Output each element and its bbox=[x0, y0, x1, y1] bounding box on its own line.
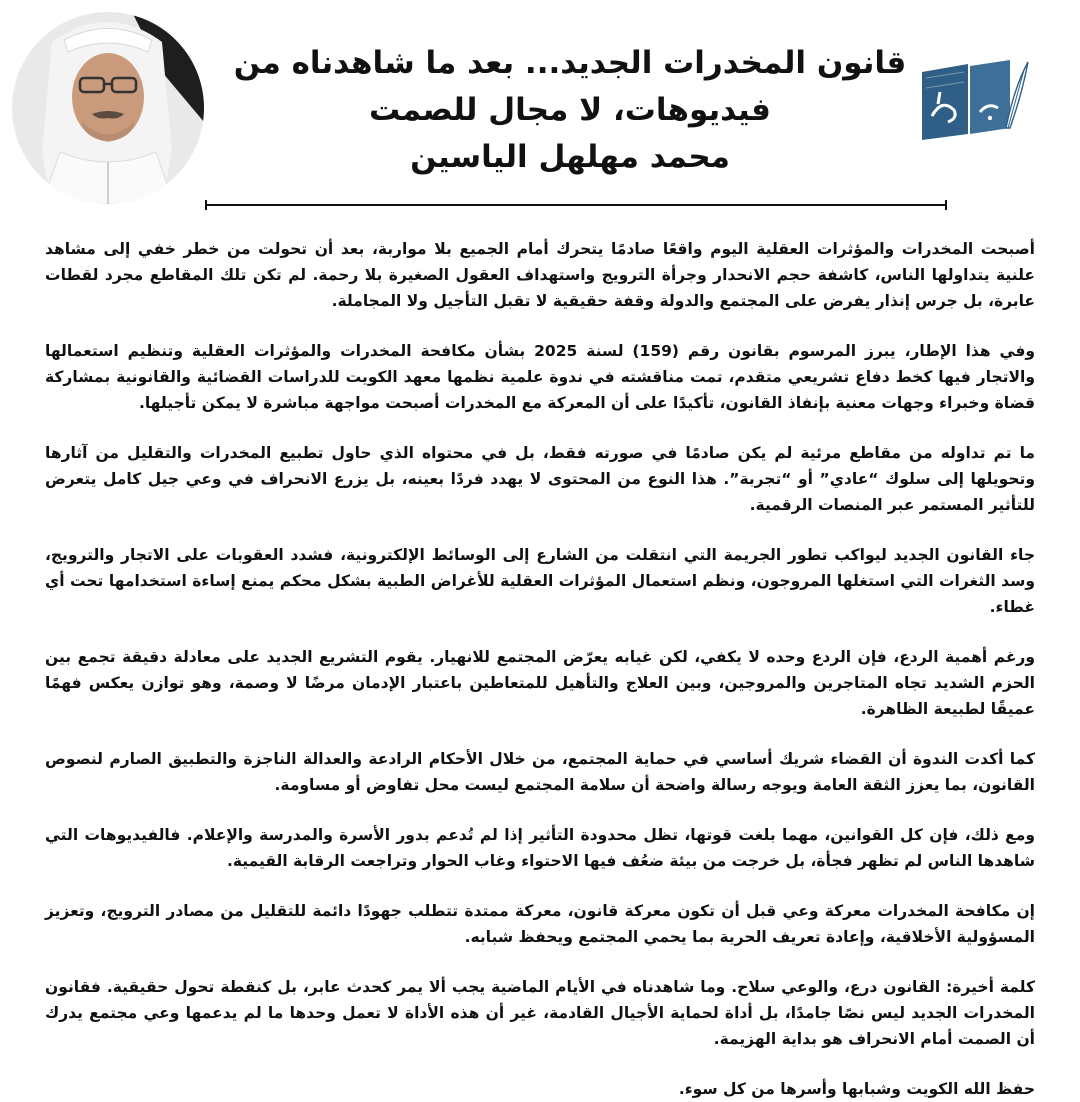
author-name: محمد مهلهل الياسين bbox=[410, 139, 730, 175]
article-paragraph: ومع ذلك، فإن كل القوانين، مهما بلغت قوتها، تظل محدودة التأثير إذا لم تُدعم بدور الأسرة والمدرسة والإعلام. فالفيديوهات التي شاهدها الناس لم تظهر فجأة، بل خرجت من بيئة ضعُف فيها الاحتواء وغاب الحوار وتراجعت الرقابة القيمية. bbox=[45, 826, 1035, 870]
book-quill-logo-icon bbox=[918, 58, 1030, 142]
article-paragraph: إن مكافحة المخدرات معركة وعي قبل أن تكون معركة قانون، معركة ممتدة تتطلب جهودًا دائمة للتقليل من مصادر الترويج، وتعزيز المسؤولية الأخلاقية، وإعادة تعريف الحرية بما يحمي المجتمع ويحفظ شبابه. bbox=[45, 902, 1035, 946]
dar-alhikma-logo bbox=[918, 58, 1030, 142]
author-portrait-icon bbox=[12, 12, 204, 204]
title-divider bbox=[205, 200, 947, 210]
title-line-2: فيديوهات، لا مجال للصمت bbox=[369, 92, 771, 128]
article-title bbox=[220, 40, 920, 181]
article-paragraph: أصبحت المخدرات والمؤثرات العقلية اليوم واقعًا صادمًا يتحرك أمام الجميع بلا مواربة، بعد أن تحولت من خطر خفي إلى مشاهد علنية يتداولها الناس، كاشفة حجم الانحدار وجرأة الترويج واستهداف العقول الصغيرة بلا رحمة. لم تكن تلك المقاطع مجرد لقطات عابرة، بل جرس إنذار يفرض على المجتمع والدولة وقفة حقيقية لا تقبل التأجيل ولا المجاملة. bbox=[45, 240, 1035, 310]
article-body bbox=[45, 236, 1035, 1102]
article-paragraph: كما أكدت الندوة أن القضاء شريك أساسي في حماية المجتمع، من خلال الأحكام الرادعة والعدالة الناجزة والتطبيق الصارم لنصوص القانون، بما يعزز الثقة العامة ويوجه رسالة واضحة أن سلامة المجتمع ليست محل تفاوض أو مساومة. bbox=[45, 750, 1035, 794]
article-paragraph: وفي هذا الإطار، يبرز المرسوم بقانون رقم (159) لسنة 2025 بشأن مكافحة المخدرات والمؤثرات العقلية وتنظيم استعمالها والاتجار فيها كخط دفاع تشريعي متقدم، تمت مناقشته في ندوة علمية نظمها معهد الكويت للدراسات القضائية والقانونية بمشاركة قضاة وخبراء وجهات معنية بإنفاذ القانون، تأكيدًا على أن المعركة مع المخدرات أصبحت مواجهة مباشرة لا يمكن تأجيلها. bbox=[45, 342, 1035, 412]
author-photo bbox=[12, 12, 204, 204]
article-paragraph: ورغم أهمية الردع، فإن الردع وحده لا يكفي، لكن غيابه يعرّض المجتمع للانهيار. يقوم التشريع الجديد على معادلة دقيقة تجمع بين الحزم الشديد تجاه المتاجرين والمروجين، وبين العلاج والتأهيل للمتعاطين باعتبار الإدمان مرضًا لا وصمة، وهو توازن يعكس فهمًا عميقًا لطبيعة الظاهرة. bbox=[45, 648, 1035, 718]
article-paragraph: كلمة أخيرة: القانون درع، والوعي سلاح. وما شاهدناه في الأيام الماضية يجب ألا يمر كحدث عابر، بل كنقطة تحول حقيقية. فقانون المخدرات الجديد ليس نصًا جامدًا، بل أداة لحماية الأجيال القادمة، غير أن هذه الأداة لا تعمل وحدها ما لم يدعمها وعي مجتمع يدرك أن الصمت أمام الانحراف هو بداية الهزيمة. bbox=[45, 978, 1035, 1048]
title-line-1: قانون المخدرات الجديد... بعد ما شاهدناه من bbox=[233, 45, 907, 81]
article-paragraph: جاء القانون الجديد ليواكب تطور الجريمة التي انتقلت من الشارع إلى الوسائط الإلكترونية، فشدد العقوبات على الاتجار والترويج، وسد الثغرات التي استغلها المروجون، ونظم استعمال المؤثرات العقلية للأغراض الطبية بشكل محكم يمنع إساءة استخدامها تحت أي غطاء. bbox=[45, 546, 1035, 616]
article-paragraph: ما تم تداوله من مقاطع مرئية لم يكن صادمًا في صورته فقط، بل في محتواه الذي حاول تطبيع المخدرات والتقليل من آثارها وتحويلها إلى سلوك “عادي” أو “تجربة”. هذا النوع من المحتوى لا يهدد فردًا بعينه، بل يزرع الانحراف في وعي جيل كامل يتعرض للتأثير المستمر عبر المنصات الرقمية. bbox=[45, 444, 1035, 514]
closing-line: حفظ الله الكويت وشبابها وأسرها من كل سوء. bbox=[678, 1080, 1035, 1098]
header bbox=[0, 0, 1080, 215]
